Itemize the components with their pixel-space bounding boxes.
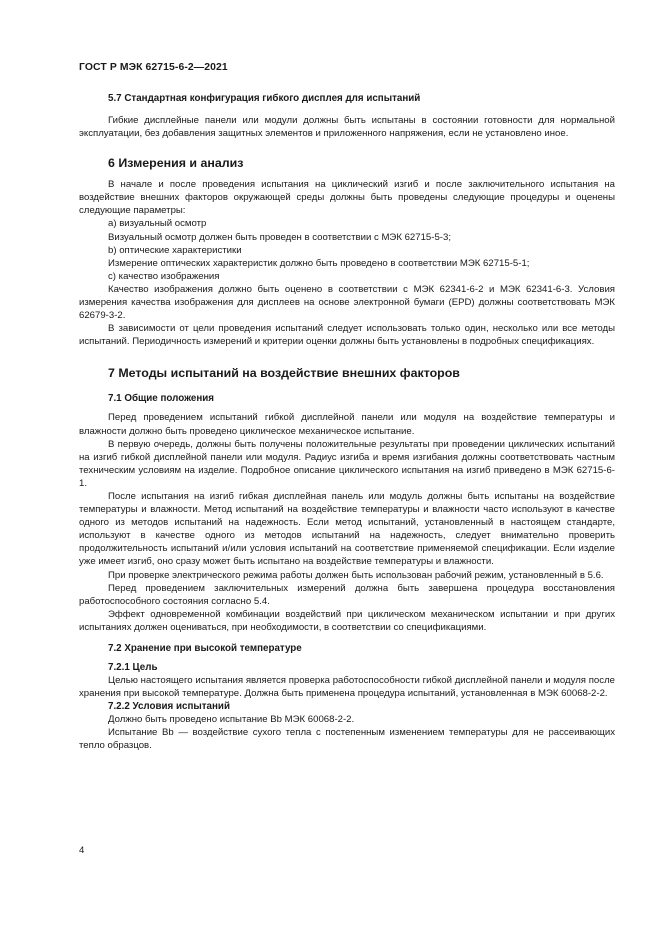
section-5-7-heading: 5.7 Стандартная конфигурация гибкого дисплея для испытаний [108,93,421,104]
paragraph: Перед проведением испытаний гибкой дисплейной панели или модуля на воздействие температуры и влажности должно быть проведено циклическое механическое испытание. [79,412,615,437]
paragraph: В зависимости от цели проведения испытаний следует использовать только один, несколько или все методы испытаний. Периодичность измерений и критерии оценки должны быть установлены в подробных спецификациях. [79,323,615,348]
paragraph: Перед проведением заключительных измерений должна быть завершена процедура восстановления работоспособного состояния согласно 5.4. [79,582,615,607]
paragraph: Качество изображения должно быть оценено в соответствии с МЭК 62341-6-2 и МЭК 62341-6-3. Условия измерения качества изображения для дисплеев на основе электронной бумаги (EPD) должны соответствовать МЭК 62679-3-2. [79,283,615,322]
paragraph: Эффект одновременной комбинации воздействий при циклическом механическом испытании и при других испытаниях должен оцениваться, при необходимости, в соответствии со спецификациями. [79,608,615,633]
section-7-2-heading: 7.2 Хранение при высокой температуре [108,643,302,654]
section-7-2-2-heading: 7.2.2 Условия испытаний [108,701,230,713]
paragraph: Гибкие дисплейные панели или модули должны быть испытаны в состоянии готовности для нормальной эксплуатации, без добавления защитных элементов и приложенного напряжения, если не установлено иное. [79,115,615,140]
section-7-heading: 7 Методы испытаний на воздействие внешних факторов [108,366,460,381]
document-header: ГОСТ Р МЭК 62715-6-2—2021 [79,62,228,73]
paragraph: В первую очередь, должны быть получены положительные результаты при проведении циклических испытаний на изгиб гибкой дисплейной панели или модуля. Радиус изгиба и время изгибания должны соответствовать частным техническим условиям на изделие. Подробное описание циклического испытания на изгиб приведено в МЭК 62715-6-1. [79,438,615,489]
paragraph: В начале и после проведения испытания на циклический изгиб и после заключительного испытания на воздействие внешних факторов окружающей среды должны быть проведены следующие процедуры и оценены следующие параметры: [79,179,615,217]
paragraph: После испытания на изгиб гибкая дисплейная панель или модуль должны быть испытаны на воздействие температуры и влажности. Метод испытаний на воздействие температуры и влажности часто используют в качестве одного из методов испытаний на надежность. Если метод испытаний, установленный в настоящем стандарте, используют в качестве одного из методов испытаний на надежность, следует внимательно проверить продолжительность испытаний и/или условия испытаний на соответствие применяемой спецификации. Если изделие уже имеет изгиб, оно сразу может быть испытано на воздействие температуры и влажности. [79,490,615,568]
document-body [79,92,615,752]
section-7-1-heading: 7.1 Общие положения [108,393,215,405]
paragraph: Визуальный осмотр должен быть проведен в соответствии с МЭК 62715-5-3; [108,231,451,243]
paragraph: Испытание Bb — воздействие сухого тепла с постепенным изменением температуры для не рассеивающих тепло образцов. [79,727,615,752]
list-item-c: c) качество изображения [108,270,220,282]
paragraph: При проверке электрического режима работы должен быть использован рабочий режим, установленный в 5.6. [108,569,604,581]
list-item-a: a) визуальный осмотр [108,218,207,230]
paragraph: Должно быть проведено испытание Bb МЭК 60068-2-2. [108,714,355,726]
paragraph: Измерение оптических характеристик должно быть проведено в соответствии МЭК 62715-5-1; [108,257,530,269]
section-7-2-1-heading: 7.2.1 Цель [108,662,158,673]
section-6-heading: 6 Измерения и анализ [108,156,244,171]
page-number: 4 [79,845,85,856]
list-item-b: b) оптические характеристики [108,244,242,256]
paragraph: Целью настоящего испытания является проверка работоспособности гибкой дисплейной панели и модуля после хранения при высокой температуре. Должна быть применена процедура испытаний, установленная в МЭК 60068-2-2. [79,675,615,700]
